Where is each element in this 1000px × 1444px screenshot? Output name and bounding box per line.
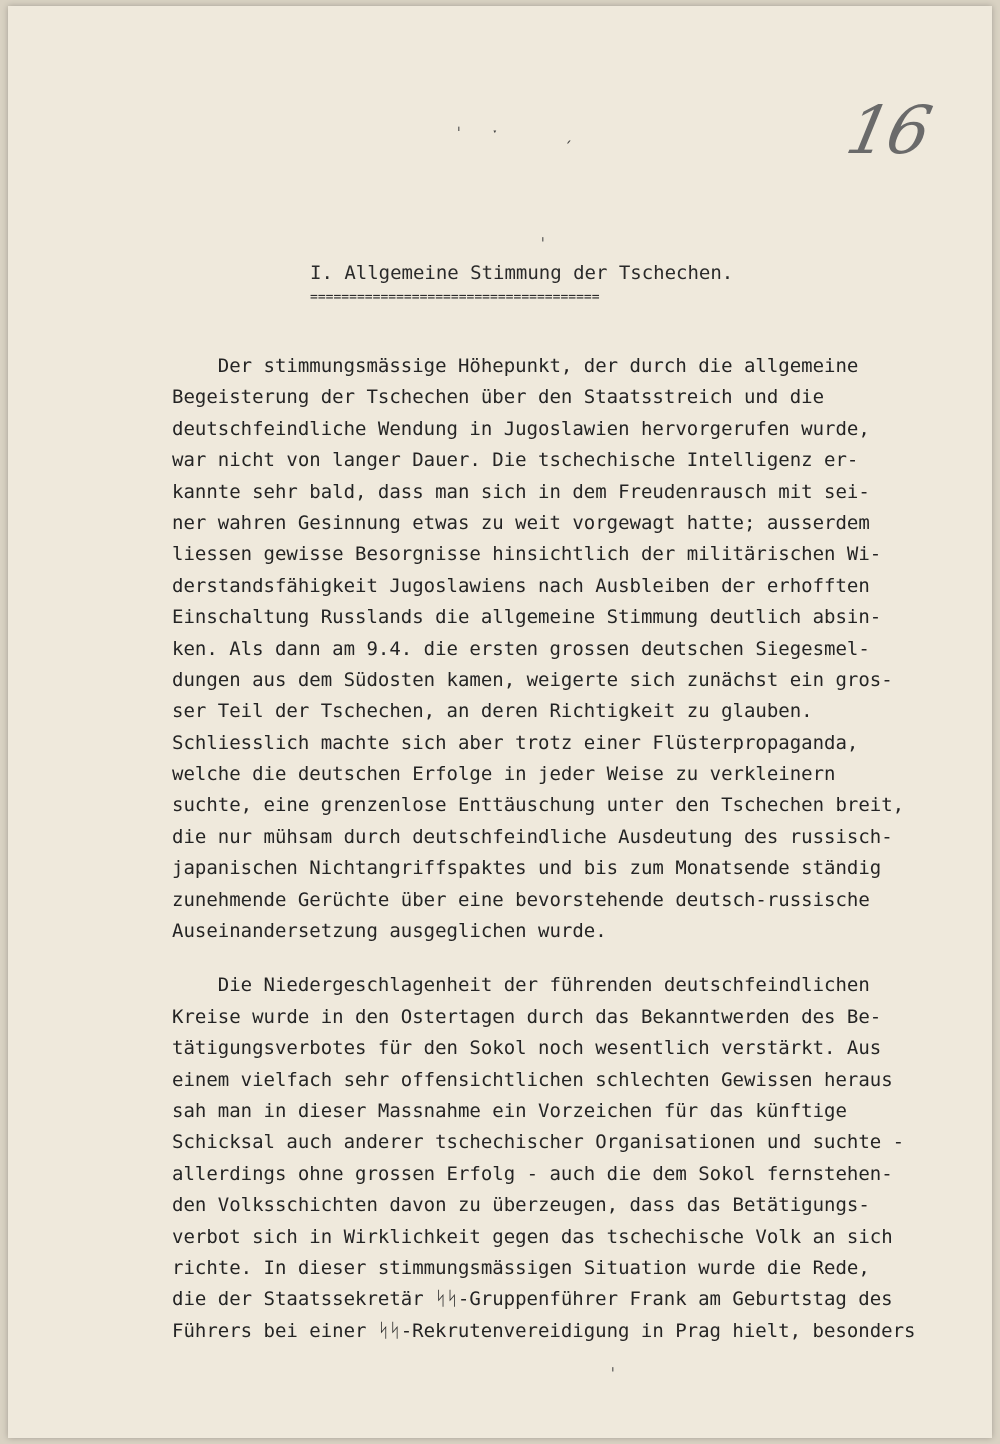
paragraph-gap xyxy=(172,947,972,970)
text-line: verbot sich in Wirklichkeit gegen das tschechische Volk an sich xyxy=(172,1225,893,1248)
document-page xyxy=(8,6,992,1438)
text-line: ken. Als dann am 9.4. die ersten grossen deutschen Siegesmel- xyxy=(172,637,870,660)
text-line: kannte sehr bald, dass man sich in dem Freudenrausch mit sei- xyxy=(172,480,870,503)
text-line: Begeisterung der Tschechen über den Staatsstreich und die xyxy=(172,386,825,409)
text-line: Der stimmungsmässige Höhepunkt, der durch die allgemeine xyxy=(172,355,859,377)
text-line: welche die deutschen Erfolge in jeder Weise zu verkleinern xyxy=(172,763,836,786)
text-line: Führers bei einer ᛋᛋ-Rekrutenvereidigung in Prag hielt, besonders xyxy=(172,1319,916,1342)
text-line: einem vielfach sehr offensichtlichen schlechten Gewissen heraus xyxy=(172,1068,893,1091)
paragraph-2 xyxy=(172,970,972,1347)
title-underline: ===================================== xyxy=(310,290,600,305)
text-line: suchte, eine grenzenlose Enttäuschung unter den Tschechen breit, xyxy=(172,794,905,817)
text-line: Einschaltung Russlands die allgemeine Stimmung deutlich absin- xyxy=(172,606,882,629)
ink-speck: ˌ xyxy=(538,224,548,243)
text-line: ser Teil der Tschechen, an deren Richtigkeit zu glauben. xyxy=(172,700,813,723)
text-line: derstandsfähigkeit Jugoslawiens nach Ausbleiben der erhofften xyxy=(172,574,870,597)
ink-speck: ˌ xyxy=(608,1354,618,1373)
text-line: Die Niedergeschlagenheit der führenden deutschfeindlichen xyxy=(172,974,870,997)
text-line: richte. In dieser stimmungsmässigen Situation wurde die Rede, xyxy=(172,1256,870,1279)
text-line: allerdings ohne grossen Erfolg - auch die dem Sokol fernstehen- xyxy=(172,1162,893,1185)
handwritten-page-number: 16 xyxy=(839,92,937,169)
text-line: sah man in dieser Massnahme ein Vorzeichen für das künftige xyxy=(172,1099,847,1122)
text-line: Schicksal auch anderer tschechischer Organisationen und suchte - xyxy=(172,1131,905,1154)
section-title: I. Allgemeine Stimmung der Tschechen. xyxy=(310,262,734,284)
text-line: dungen aus dem Südosten kamen, weigerte sich zunächst ein gros- xyxy=(172,668,893,691)
text-line: Schliesslich machte sich aber trotz einer Flüsterpropaganda, xyxy=(172,731,859,754)
paragraph-1 xyxy=(172,351,972,947)
ink-speck: ˈ xyxy=(454,124,464,143)
text-line: liessen gewisse Besorgnisse hinsichtlich der militärischen Wi- xyxy=(172,543,882,566)
text-line: japanischen Nichtangriffspaktes und bis zum Monatsende ständig xyxy=(172,857,882,880)
text-line: die nur mühsam durch deutschfeindliche Ausdeutung des russisch- xyxy=(172,825,893,848)
ink-speck: ˏ xyxy=(564,124,574,143)
text-line: deutschfeindliche Wendung in Jugoslawien hervorgerufen wurde, xyxy=(172,417,870,440)
ink-speck: ˑ xyxy=(490,124,500,143)
text-line: Kreise wurde in den Ostertagen durch das Bekanntwerden des Be- xyxy=(172,1005,882,1028)
text-line: war nicht von langer Dauer. Die tschechische Intelligenz er- xyxy=(172,449,859,472)
text-line: die der Staatssekretär ᛋᛋ-Gruppenführer Frank am Geburtstag des xyxy=(172,1288,893,1311)
text-line: zunehmende Gerüchte über eine bevorstehende deutsch-russische xyxy=(172,888,870,911)
body-text xyxy=(172,351,972,1347)
text-line: ner wahren Gesinnung etwas zu weit vorgewagt hatte; ausserdem xyxy=(172,511,870,534)
text-line: tätigungsverbotes für den Sokol noch wesentlich verstärkt. Aus xyxy=(172,1037,882,1060)
text-line: Auseinandersetzung ausgeglichen wurde. xyxy=(172,920,607,943)
text-line: den Volksschichten davon zu überzeugen, dass das Betätigungs- xyxy=(172,1194,870,1217)
